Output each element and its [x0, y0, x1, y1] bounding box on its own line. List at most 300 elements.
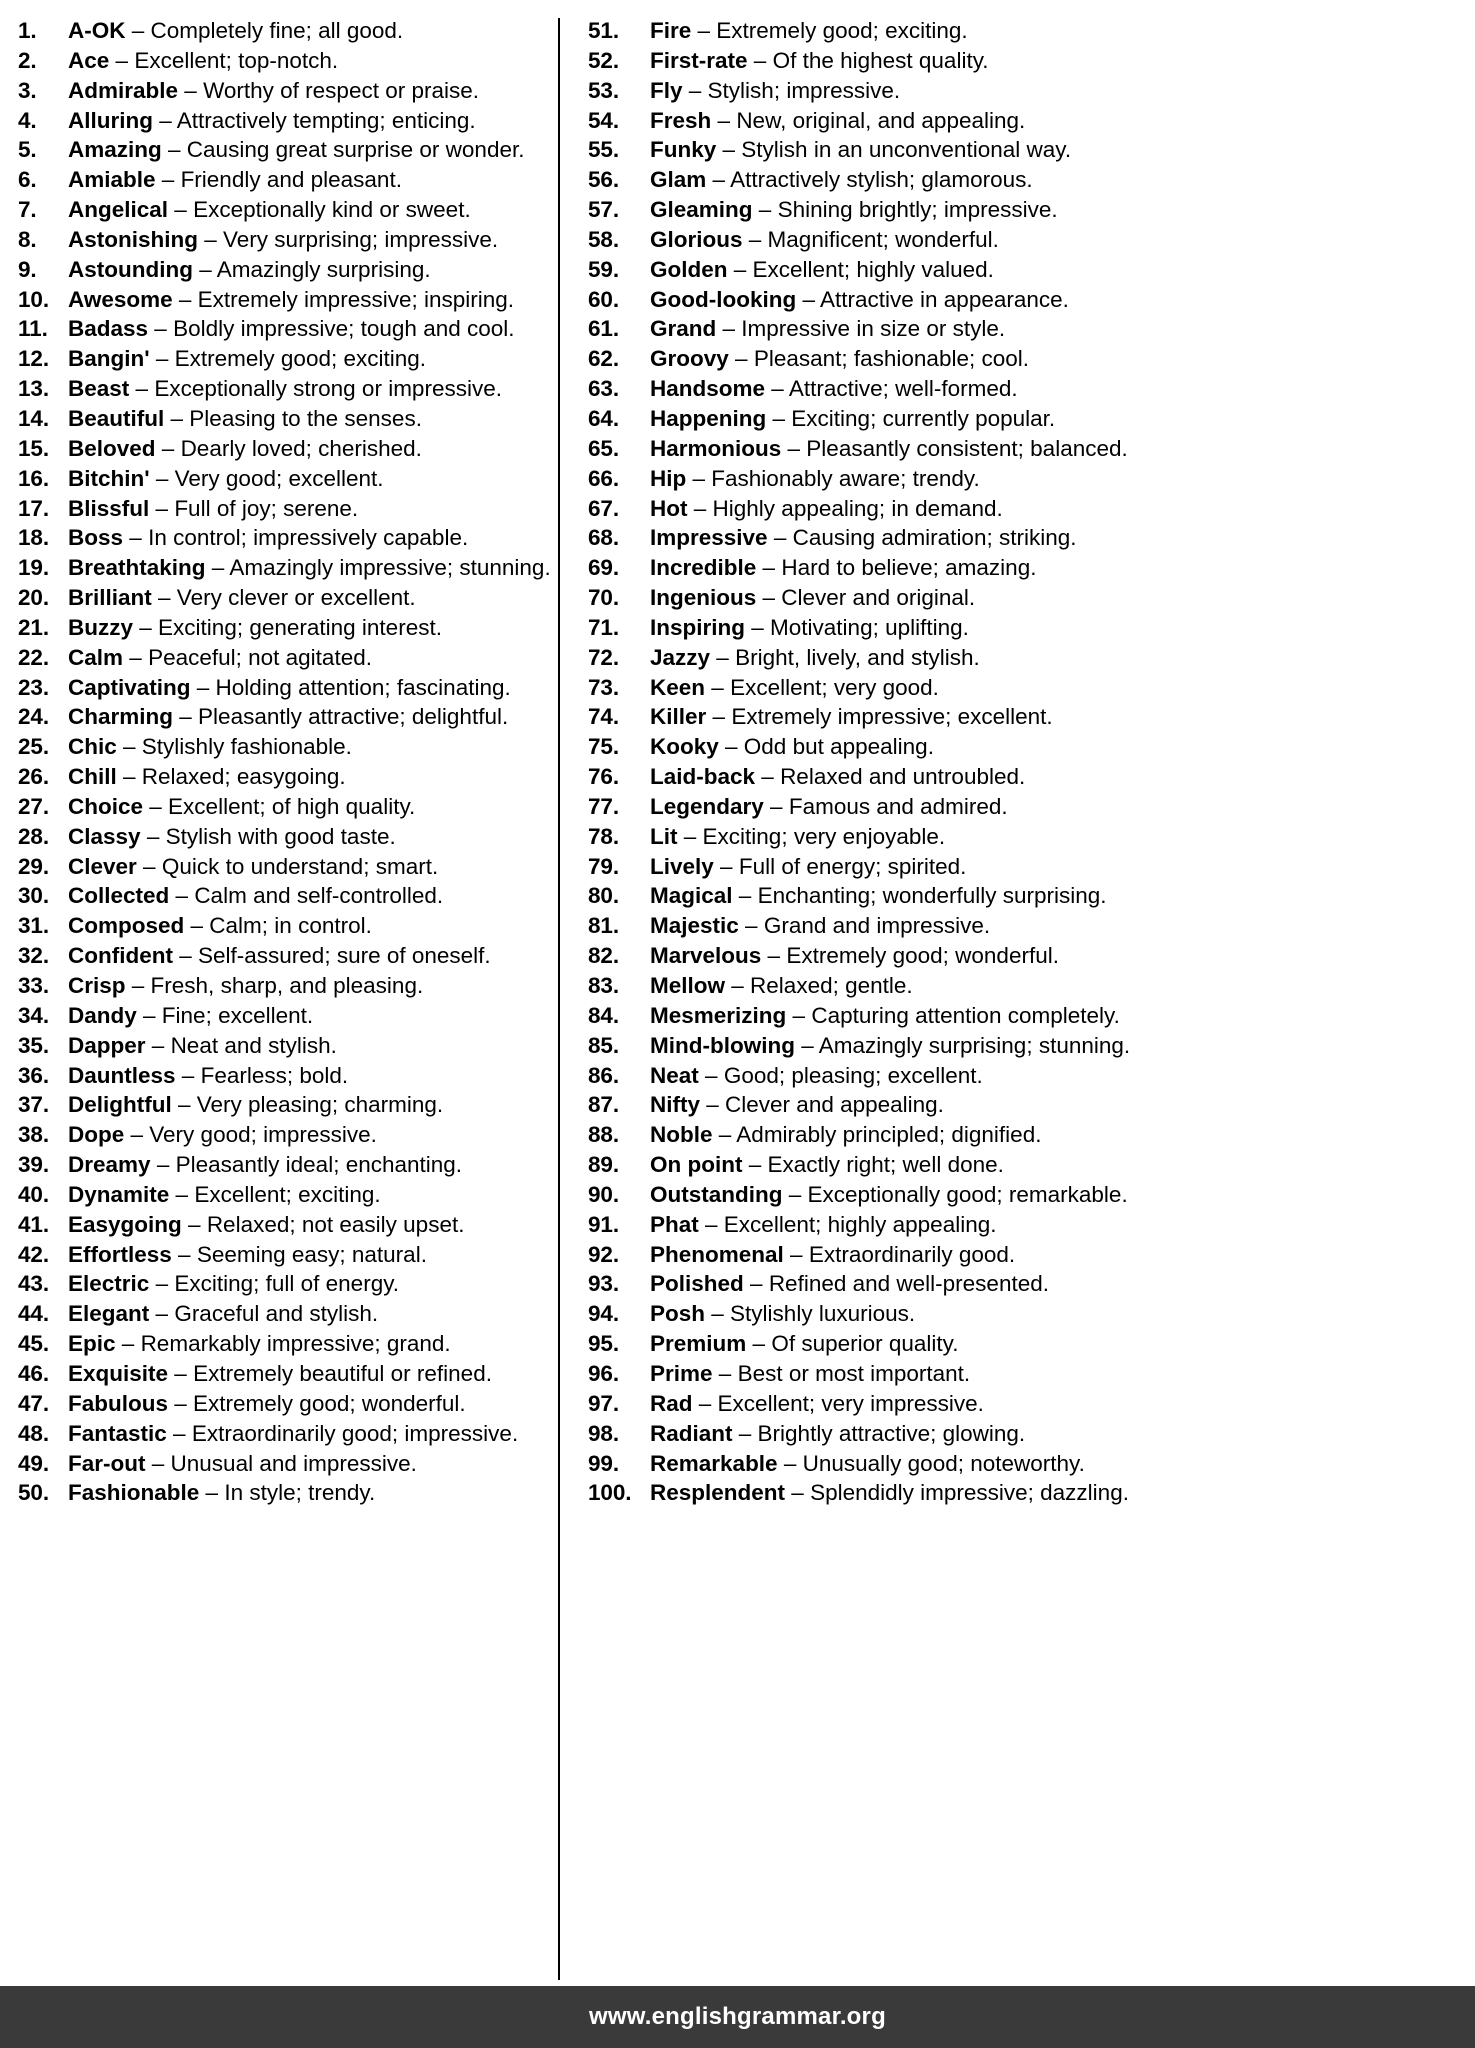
- list-item-definition: Self-assured; sure of oneself.: [198, 943, 491, 969]
- list-item: [588, 881, 1467, 911]
- list-item: [18, 852, 554, 882]
- list-item-term: Fashionable: [68, 1480, 200, 1506]
- list-item-body: [68, 702, 554, 732]
- list-item-body: [68, 762, 554, 792]
- list-item-term: Fly: [650, 77, 683, 103]
- list-item-dash: –: [781, 435, 807, 461]
- list-item-term: Phenomenal: [650, 1241, 784, 1267]
- list-item-body: [68, 494, 554, 524]
- list-item-body: [650, 135, 1467, 165]
- list-item-body: [650, 1419, 1467, 1449]
- list-item-number: 44.: [18, 1301, 49, 1327]
- list-item-definition: Stylish in an unconventional way.: [741, 137, 1072, 163]
- list-item: [18, 1449, 554, 1479]
- list-item-dash: –: [129, 376, 155, 402]
- list-item-definition: Boldly impressive; tough and cool.: [173, 316, 515, 342]
- list-item: [588, 941, 1467, 971]
- list-item-definition: Pleasing to the senses.: [189, 405, 422, 431]
- list-item-definition: Seeming easy; natural.: [196, 1241, 427, 1267]
- list-item: [588, 792, 1467, 822]
- list-item-number: 69.: [588, 555, 619, 581]
- list-item-definition: Excellent; top-notch.: [134, 47, 339, 73]
- list-item-definition: Fresh, sharp, and pleasing.: [150, 973, 424, 998]
- list-item-term: Nifty: [650, 1092, 700, 1118]
- list-item-number: 75.: [588, 734, 619, 760]
- list-item-dash: –: [782, 1181, 808, 1207]
- list-item-term: Mesmerizing: [650, 1002, 787, 1028]
- list-item-number: 87.: [588, 1092, 619, 1118]
- list-item-number: 41.: [18, 1211, 49, 1237]
- list-item-body: [650, 1240, 1467, 1270]
- list-item-number: 82.: [588, 943, 619, 969]
- list-item-number: 36.: [18, 1062, 49, 1088]
- list-item: [18, 1120, 554, 1150]
- list-item-dash: –: [742, 1152, 768, 1178]
- list-item-number: 88.: [588, 1122, 619, 1148]
- list-item-dash: –: [155, 435, 181, 461]
- list-item-dash: –: [705, 674, 731, 700]
- list-item-number: 5.: [18, 137, 37, 163]
- list-item-dash: –: [133, 614, 159, 640]
- list-item: [588, 911, 1467, 941]
- list-item-dash: –: [687, 495, 713, 521]
- list-item-dash: –: [151, 585, 177, 611]
- list-item-dash: –: [181, 1211, 207, 1237]
- list-item: [18, 643, 554, 673]
- list-item-number: 53.: [588, 77, 619, 103]
- list-item-body: [68, 1001, 554, 1031]
- list-item-number: 27.: [18, 793, 49, 819]
- list-item-definition: Relaxed and untroubled.: [780, 764, 1026, 790]
- list-item-body: [68, 553, 554, 583]
- list-item-term: Magical: [650, 883, 733, 909]
- list-item-term: Harmonious: [650, 435, 782, 461]
- list-item-dash: –: [698, 1062, 724, 1088]
- list-item: [18, 583, 554, 613]
- list-item-number: 6.: [18, 167, 37, 193]
- list-item-body: [650, 732, 1467, 762]
- list-item-term: Ingenious: [650, 585, 757, 611]
- list-item: [18, 792, 554, 822]
- list-item-definition: Amazingly impressive; stunning.: [229, 555, 551, 581]
- list-item-definition: Very good; excellent.: [174, 465, 384, 491]
- list-item-dash: –: [171, 1092, 197, 1118]
- list-item-dash: –: [123, 644, 149, 670]
- list-item-term: Bitchin': [68, 465, 150, 491]
- list-item-number: 10.: [18, 286, 49, 312]
- list-item-definition: Shining brightly; impressive.: [777, 197, 1058, 223]
- list-item-definition: In control; impressively capable.: [148, 525, 469, 551]
- list-item-number: 8.: [18, 226, 37, 252]
- list-item: [18, 1478, 554, 1508]
- list-item-term: Fire: [650, 18, 692, 43]
- list-item-body: [68, 464, 554, 494]
- list-item-definition: Magnificent; wonderful.: [767, 226, 999, 252]
- site-url-label: www.englishgrammar.org: [589, 2003, 886, 2030]
- list-item-definition: Full of joy; serene.: [174, 495, 359, 521]
- list-item-dash: –: [168, 1360, 194, 1386]
- list-item-dash: –: [145, 1450, 171, 1476]
- list-item-dash: –: [686, 465, 712, 491]
- list-item-body: [68, 822, 554, 852]
- list-item-definition: Holding attention; fascinating.: [215, 674, 511, 700]
- list-item-dash: –: [706, 704, 732, 730]
- list-item-term: Phat: [650, 1211, 699, 1237]
- list-item-body: [650, 911, 1467, 941]
- list-item: [18, 762, 554, 792]
- list-item-term: Lit: [650, 823, 678, 849]
- word-list-column-right: [560, 16, 1475, 1986]
- list-item: [588, 583, 1467, 613]
- list-item-body: [650, 1061, 1467, 1091]
- list-item-body: [68, 1329, 554, 1359]
- list-item-term: Neat: [650, 1062, 699, 1088]
- list-item: [18, 344, 554, 374]
- list-item-definition: Excellent; very good.: [730, 674, 939, 700]
- list-item: [588, 523, 1467, 553]
- list-item-definition: Calm; in control.: [209, 913, 372, 939]
- list-item-term: Angelical: [68, 197, 169, 223]
- list-item-dash: –: [140, 823, 166, 849]
- list-item-dash: –: [786, 1002, 812, 1028]
- list-item: [18, 494, 554, 524]
- list-item: [18, 195, 554, 225]
- list-item-dash: –: [136, 853, 162, 879]
- list-item-definition: Hard to believe; amazing.: [781, 555, 1037, 581]
- list-item-body: [650, 1120, 1467, 1150]
- list-item-term: Composed: [68, 913, 185, 939]
- list-item-body: [650, 613, 1467, 643]
- list-item-number: 11.: [18, 316, 48, 342]
- list-item-term: Legendary: [650, 793, 764, 819]
- list-item-dash: –: [153, 107, 177, 133]
- list-item-dash: –: [169, 883, 195, 909]
- list-item-term: Crisp: [68, 973, 126, 998]
- list-item-number: 14.: [18, 405, 49, 431]
- list-item-dash: –: [746, 1331, 772, 1357]
- list-item: [18, 1210, 554, 1240]
- list-item-definition: Unusual and impressive.: [170, 1450, 417, 1476]
- list-item-number: 73.: [588, 674, 619, 700]
- list-item-dash: –: [712, 1360, 738, 1386]
- list-item-number: 56.: [588, 167, 619, 193]
- list-item-dash: –: [794, 1032, 819, 1058]
- list-item-body: [68, 1389, 554, 1419]
- list-item-number: 70.: [588, 585, 619, 611]
- list-item-body: [650, 106, 1467, 136]
- list-item: [588, 1090, 1467, 1120]
- list-item: [588, 1359, 1467, 1389]
- list-item-dash: –: [149, 1301, 175, 1327]
- list-item-number: 1.: [18, 18, 37, 43]
- list-item-dash: –: [677, 823, 703, 849]
- list-item-dash: –: [783, 1241, 809, 1267]
- list-item-dash: –: [712, 1122, 737, 1148]
- list-item: [18, 1031, 554, 1061]
- list-item-body: [650, 1329, 1467, 1359]
- list-item: [18, 1061, 554, 1091]
- list-item-number: 20.: [18, 585, 49, 611]
- list-item-number: 54.: [588, 107, 619, 133]
- list-item-term: Handsome: [650, 376, 766, 402]
- list-item-definition: Attractive; well-formed.: [788, 376, 1018, 402]
- list-item-term: Posh: [650, 1301, 706, 1327]
- list-item-dash: –: [711, 107, 737, 133]
- list-item: [588, 344, 1467, 374]
- list-item-term: Fabulous: [68, 1390, 168, 1416]
- list-item-dash: –: [168, 197, 194, 223]
- list-item-definition: Splendidly impressive; dazzling.: [810, 1480, 1129, 1506]
- list-item-definition: Excellent; highly valued.: [752, 256, 994, 282]
- list-item-dash: –: [725, 973, 751, 998]
- list-item: [18, 702, 554, 732]
- footer-bar: [0, 1986, 1475, 2048]
- list-item: [588, 165, 1467, 195]
- list-item-number: 55.: [588, 137, 619, 163]
- list-item-body: [68, 314, 554, 344]
- list-item: [588, 1240, 1467, 1270]
- list-item-definition: Clever and original.: [781, 585, 976, 611]
- list-item-term: Golden: [650, 256, 728, 282]
- list-item: [18, 1269, 554, 1299]
- list-item-definition: Exceptionally kind or sweet.: [193, 197, 471, 223]
- list-item-number: 83.: [588, 973, 619, 998]
- list-item-term: Lively: [650, 853, 714, 879]
- list-item-term: Breathtaking: [68, 555, 206, 581]
- list-item-definition: Dearly loved; cherished.: [180, 435, 422, 461]
- list-item: [588, 106, 1467, 136]
- list-item-body: [68, 881, 554, 911]
- list-item: [588, 76, 1467, 106]
- list-item-definition: New, original, and appealing.: [736, 107, 1026, 133]
- list-item: [588, 1389, 1467, 1419]
- list-item-body: [650, 1031, 1467, 1061]
- list-item-number: 78.: [588, 823, 619, 849]
- list-item-number: 37.: [18, 1092, 49, 1118]
- list-item-body: [68, 1150, 554, 1180]
- list-item-definition: Exceptionally strong or impressive.: [154, 376, 502, 402]
- list-item-definition: Motivating; uplifting.: [770, 614, 969, 640]
- list-item: [18, 1299, 554, 1329]
- list-item-definition: Famous and admired.: [788, 793, 1008, 819]
- list-item: [18, 911, 554, 941]
- list-item: [18, 971, 554, 1001]
- list-item-body: [68, 46, 554, 76]
- list-item: [18, 255, 554, 285]
- list-item-term: Hip: [650, 465, 687, 491]
- list-item-dash: –: [777, 1450, 803, 1476]
- list-item-term: Delightful: [68, 1092, 172, 1118]
- list-item-number: 66.: [588, 465, 619, 491]
- list-item: [18, 106, 554, 136]
- list-item-body: [68, 673, 554, 703]
- list-item-definition: Full of energy; spirited.: [738, 853, 967, 879]
- list-item-body: [650, 1269, 1467, 1299]
- list-item: [18, 225, 554, 255]
- list-item-body: [68, 195, 554, 225]
- list-item: [588, 1419, 1467, 1449]
- list-item-body: [68, 1419, 554, 1449]
- list-item-body: [68, 1120, 554, 1150]
- list-item-body: [650, 881, 1467, 911]
- list-item-number: 62.: [588, 346, 619, 372]
- list-item-body: [68, 911, 554, 941]
- list-item-body: [68, 1240, 554, 1270]
- list-item-body: [650, 553, 1467, 583]
- list-item-definition: Graceful and stylish.: [174, 1301, 379, 1327]
- list-item-dash: –: [705, 1301, 731, 1327]
- list-item-number: 30.: [18, 883, 49, 909]
- list-item-definition: Relaxed; gentle.: [750, 973, 913, 998]
- list-item-dash: –: [116, 734, 142, 760]
- list-item-body: [68, 1478, 554, 1508]
- list-item-definition: Exceptionally good; remarkable.: [807, 1181, 1128, 1207]
- list-item: [588, 1031, 1467, 1061]
- list-item-number: 23.: [18, 674, 49, 700]
- list-item-number: 32.: [18, 943, 49, 969]
- list-item-term: Beast: [68, 376, 130, 402]
- list-item-term: Dapper: [68, 1032, 146, 1058]
- list-item-definition: Very surprising; impressive.: [223, 226, 499, 252]
- list-item-term: Fantastic: [68, 1420, 167, 1446]
- list-item-definition: Unusually good; noteworthy.: [802, 1450, 1085, 1476]
- list-item-definition: Amazingly surprising; stunning.: [818, 1032, 1131, 1058]
- list-item-number: 39.: [18, 1152, 49, 1178]
- list-item-term: Beautiful: [68, 405, 165, 431]
- list-item-definition: Attractive in appearance.: [820, 286, 1069, 312]
- list-item: [18, 374, 554, 404]
- list-item-definition: Completely fine; all good.: [150, 18, 404, 43]
- list-item-body: [68, 643, 554, 673]
- list-item: [18, 1389, 554, 1419]
- list-item-body: [68, 1359, 554, 1389]
- list-item-definition: Very pleasing; charming.: [196, 1092, 444, 1118]
- list-item-dash: –: [716, 316, 742, 342]
- list-item-body: [68, 852, 554, 882]
- list-item-dash: –: [752, 197, 778, 223]
- list-item-body: [68, 583, 554, 613]
- list-item-number: 85.: [588, 1032, 619, 1058]
- list-item-definition: Pleasant; fashionable; cool.: [753, 346, 1029, 372]
- list-item-term: On point: [650, 1152, 743, 1178]
- list-item-dash: –: [166, 1420, 192, 1446]
- list-item-definition: Extremely good; wonderful.: [193, 1390, 466, 1416]
- list-item-number: 58.: [588, 226, 619, 252]
- list-item-definition: Of the highest quality.: [772, 47, 989, 73]
- list-item-number: 15.: [18, 435, 49, 461]
- list-item-dash: –: [698, 1211, 724, 1237]
- list-item-definition: Causing great surprise or wonder.: [186, 137, 525, 163]
- list-item-number: 9.: [18, 256, 37, 282]
- list-item-definition: Quick to understand; smart.: [161, 853, 439, 879]
- list-item-definition: Amazingly surprising.: [216, 256, 431, 282]
- list-item: [18, 314, 554, 344]
- list-item-term: Dynamite: [68, 1181, 170, 1207]
- list-item-term: Calm: [68, 644, 124, 670]
- list-item-term: Hot: [650, 495, 688, 521]
- list-item: [588, 46, 1467, 76]
- list-item-term: Marvelous: [650, 943, 762, 969]
- list-item-dash: –: [124, 1122, 150, 1148]
- list-item-definition: Attractively tempting; enticing.: [176, 107, 476, 133]
- list-item-term: Fresh: [650, 107, 712, 133]
- list-item-definition: In style; trendy.: [224, 1480, 376, 1506]
- list-item-body: [650, 195, 1467, 225]
- list-item-term: Amiable: [68, 167, 156, 193]
- list-item-term: Grand: [650, 316, 717, 342]
- list-item-definition: Pleasantly ideal; enchanting.: [175, 1152, 463, 1178]
- list-item-dash: –: [149, 346, 175, 372]
- list-item-body: [650, 1389, 1467, 1419]
- list-item-body: [650, 1359, 1467, 1389]
- list-item: [588, 434, 1467, 464]
- list-item-term: Laid-back: [650, 764, 756, 790]
- list-item-number: 3.: [18, 77, 37, 103]
- list-item-dash: –: [765, 376, 789, 402]
- list-item-number: 71.: [588, 614, 619, 640]
- list-item-definition: Stylish with good taste.: [165, 823, 396, 849]
- list-item-number: 97.: [588, 1390, 619, 1416]
- list-item-term: A-OK: [68, 18, 126, 43]
- list-item-definition: Neat and stylish.: [170, 1032, 337, 1058]
- list-item-body: [650, 1299, 1467, 1329]
- list-item-body: [68, 732, 554, 762]
- list-item-body: [650, 494, 1467, 524]
- list-item-number: 42.: [18, 1241, 49, 1267]
- list-item-dash: –: [785, 1480, 811, 1506]
- list-item-term: Chic: [68, 734, 117, 760]
- list-item: [588, 16, 1467, 46]
- list-item-definition: Extremely good; exciting.: [716, 18, 968, 43]
- list-item: [588, 1120, 1467, 1150]
- list-item-body: [68, 941, 554, 971]
- list-item: [588, 225, 1467, 255]
- list-item-body: [68, 1449, 554, 1479]
- list-item-term: Prime: [650, 1360, 713, 1386]
- list-item-number: 2.: [18, 47, 37, 73]
- list-item-number: 33.: [18, 973, 49, 998]
- list-item-definition: Capturing attention completely.: [811, 1002, 1120, 1028]
- list-item: [18, 404, 554, 434]
- list-item-body: [68, 434, 554, 464]
- list-item-number: 17.: [18, 495, 49, 521]
- list-item-definition: Extraordinarily good.: [808, 1241, 1016, 1267]
- list-item-definition: Exciting; very enjoyable.: [702, 823, 946, 849]
- list-item-dash: –: [732, 1420, 758, 1446]
- list-item-number: 45.: [18, 1331, 49, 1357]
- list-item: [588, 1299, 1467, 1329]
- list-item-number: 65.: [588, 435, 619, 461]
- list-item-dash: –: [728, 346, 754, 372]
- list-item: [588, 314, 1467, 344]
- list-item-dash: –: [178, 77, 204, 103]
- list-item: [18, 523, 554, 553]
- list-item-body: [68, 1210, 554, 1240]
- list-item-term: Polished: [650, 1271, 744, 1297]
- list-item-number: 34.: [18, 1002, 49, 1028]
- list-item-dash: –: [172, 286, 198, 312]
- list-item: [18, 76, 554, 106]
- list-item-number: 7.: [18, 197, 37, 223]
- list-item-term: Dreamy: [68, 1152, 151, 1178]
- list-item-body: [68, 971, 554, 1001]
- list-item-body: [68, 16, 554, 46]
- list-item-definition: Highly appealing; in demand.: [712, 495, 1003, 521]
- list-item-term: Collected: [68, 883, 170, 909]
- list-item-number: 13.: [18, 376, 49, 402]
- list-item-number: 98.: [588, 1420, 619, 1446]
- list-item-number: 38.: [18, 1122, 49, 1148]
